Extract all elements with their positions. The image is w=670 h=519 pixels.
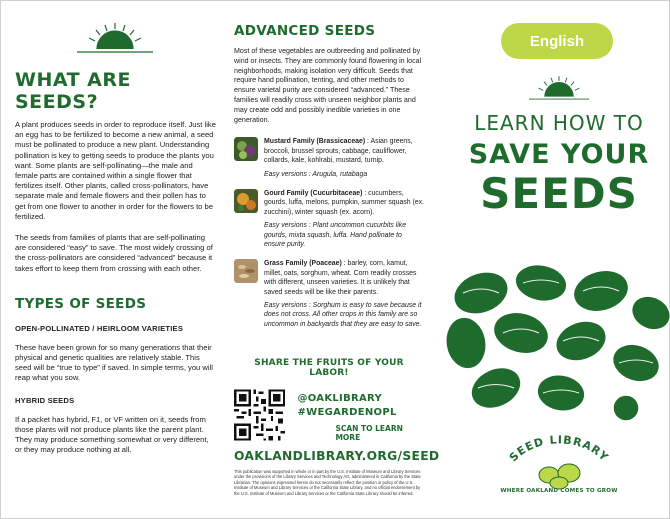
badge-text: SEED LIBRARY xyxy=(506,433,612,465)
fine-print: This publication was supported in whole or in part by the U.S. Institute of Museum and Library Services under the provisions of the Library Services and Technology Act, administered in California by the State Librarian. The opinions expressed herein do not necessarily reflect the position or policy of the U.S. Institute of Museum and Library Services or the California State Library, and no official endorsement by the U.S. Institute of Museum and Library Services or the California State Library should be inferred. xyxy=(234,469,421,496)
hybrid-seeds-text: If a packet has hybrid, F1, or VF written on it, seeds from those plants will not produce plants like the parent plant. They may produce something somewhat or very different, or they may produce nothing at all. xyxy=(15,414,209,455)
left-column xyxy=(15,19,217,455)
easy-advanced-paragraph: The seeds from families of plants that are self-pollinating are considered “easy” to save. The most widely crossing of the cross-pollinators are considered “advanced” because it takes effort to keep them from crossing with each other. xyxy=(15,233,213,273)
types-of-seeds-heading: TYPES OF SEEDS xyxy=(15,295,147,312)
sunburst-icon xyxy=(75,19,155,57)
share-section xyxy=(234,358,440,496)
save-your-heading: SAVE YOUR xyxy=(468,139,650,170)
what-are-seeds-heading: WHAT ARE SEEDS? xyxy=(15,69,131,113)
learn-how-to-heading: LEARN HOW TO xyxy=(474,111,644,135)
advanced-seeds-heading: ADVANCED SEEDS xyxy=(234,23,376,39)
share-heading: SHARE THE FRUITS OF YOUR LABOR! xyxy=(254,358,404,378)
intro-paragraph: A plant produces seeds in order to reproduce itself. Just like an egg has to be fertilized to become a new animal, a seed must be pollinated to produce a new plant. Understanding pollination is key to getting seeds to produce the plants you want. Some plants are self-pollinating—the male and female parts are contained within a single flower that fertilizes itself. Other plants, called cross-pollinators, have separate male and female flowers and their pollen has to get from one flower to another in order for the flowers to be fertilized. xyxy=(15,120,216,221)
twitter-handle[interactable]: @OAKLIBRARY xyxy=(297,393,383,404)
family-grass xyxy=(234,259,424,329)
family-desc: : barley, corn, kamut, millet, oats, sorghum, wheat. Corn readily crosses with different, unseen varieties. It is unlikely that saved seeds will be like their parents. xyxy=(264,260,417,296)
family-easy: Easy versions : Plant uncommon cucurbits like gourds, mixta squash, luffa. Hand pollinate to ensure purity. xyxy=(264,222,407,249)
seeds-illustration-icon xyxy=(441,263,670,433)
svg-text:SEED LIBRARY xyxy=(507,433,611,464)
qr-code-icon[interactable] xyxy=(234,388,285,442)
sunburst-icon xyxy=(524,73,594,103)
family-name: Gourd Family (Cucurbitaceae) xyxy=(264,190,363,197)
seed-library-badge-icon xyxy=(499,431,619,491)
library-url-link[interactable]: OAKLANDLIBRARY.ORG/SEED xyxy=(234,449,440,463)
advanced-intro-paragraph: Most of these vegetables are outbreeding and pollinated by wind or insects. They are commonly found flowering in local neighborhoods, making isolation very difficult. Seeds that require hand pollination, tenting, and other methods to ensure varietal purity are considered “advanced.” These families will readily cross with unseen neighbor plants and may create odd and possibly inedible varieties in one generation. xyxy=(234,47,422,124)
family-easy: Easy versions : Sorghum is easy to save because it does not cross. All other crops in this family are so uncommon in backyards that they are easy to save. xyxy=(264,302,422,328)
family-mustard xyxy=(234,137,424,179)
tagline: WHERE OAKLAND COMES TO GROW xyxy=(500,488,618,494)
family-easy: Easy versions : Arugula, rutabaga xyxy=(264,170,368,178)
seeds-heading: SEEDS xyxy=(480,169,638,218)
family-gourd xyxy=(234,189,424,249)
open-pollinated-text: These have been grown for so many generations that their physical and genetic qualities are relatively stable. This seed will be “true to type” if saved. In simple terms, you will reap what you sow. xyxy=(15,342,213,383)
family-desc: : Asian greens, broccoli, brussel sprouts, cabbage, cauliflower, collards, kale, kohlrabi, mustard, turnip. xyxy=(264,138,413,165)
language-button[interactable]: English xyxy=(501,23,613,59)
family-name: Mustard Family (Brassicaceae) xyxy=(264,138,366,146)
grass-photo-icon xyxy=(234,259,258,283)
mustard-photo-icon xyxy=(234,137,258,161)
family-desc: : cucumbers, gourds, luffa, melons, pumpkin, summer squash (ex. zucchini), winter squash (ex. acorn). xyxy=(264,190,424,216)
middle-column xyxy=(234,23,424,329)
scan-to-learn-label: SCAN TO LEARN MORE xyxy=(335,424,403,442)
right-column xyxy=(447,73,670,216)
hashtag[interactable]: #WEGARDENOPL xyxy=(297,407,397,418)
open-pollinated-heading: OPEN-POLLINATED / HEIRLOOM VARIETIES xyxy=(15,323,184,333)
gourd-photo-icon xyxy=(234,189,258,213)
hybrid-seeds-heading: HYBRID SEEDS xyxy=(15,395,75,405)
family-name: Grass Family (Poaceae) xyxy=(264,260,342,268)
